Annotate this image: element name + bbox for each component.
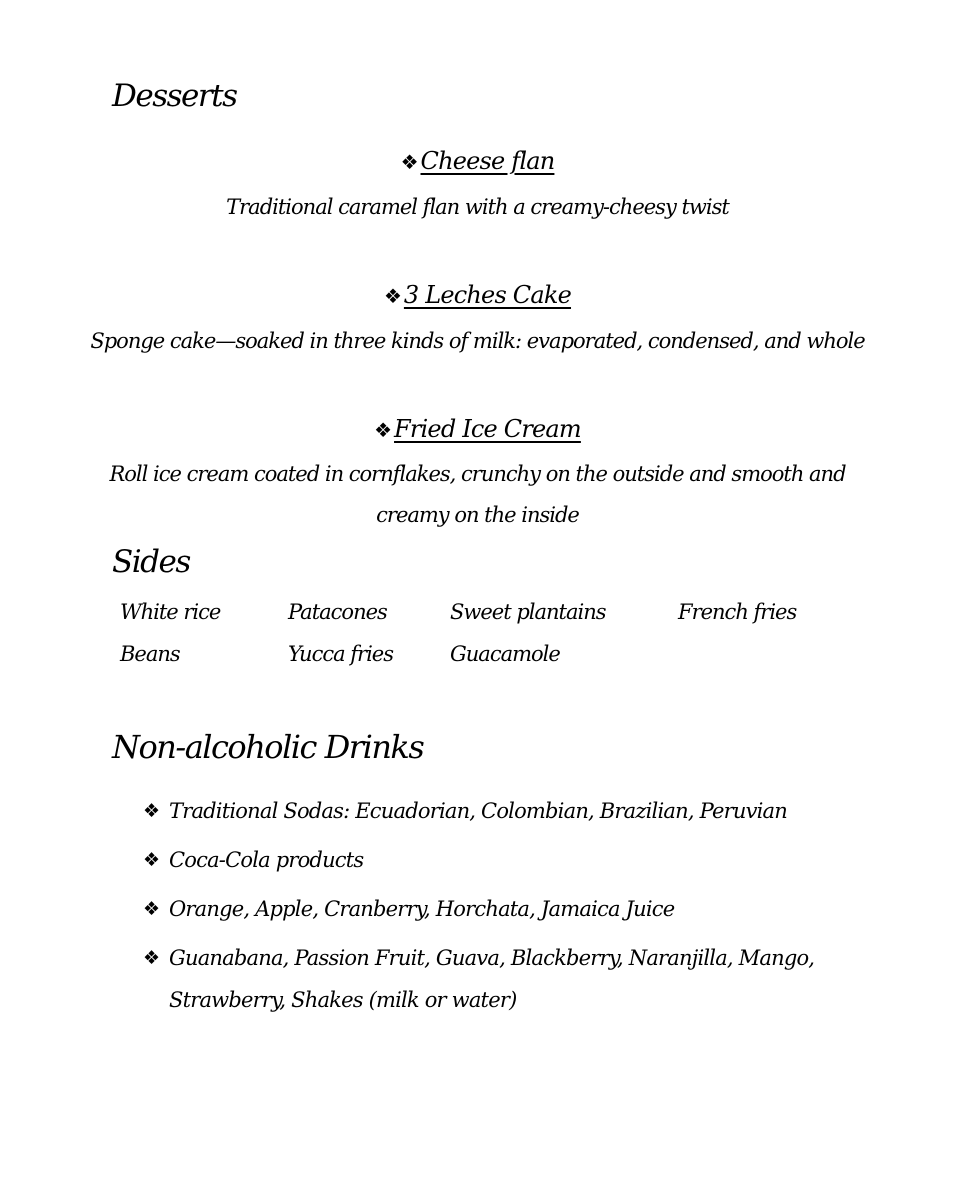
- dessert-description: Sponge cake—soaked in three kinds of milk: evaporated, condensed, and whole: [90, 329, 865, 353]
- side-item: Sweet plantains: [450, 600, 606, 624]
- drink-text: Traditional Sodas: Ecuadorian, Colombian, Brazilian, Peruvian: [169, 799, 787, 823]
- diamond-bullet-icon: ❖: [143, 898, 160, 920]
- drink-item: [143, 839, 843, 881]
- drink-text: Orange, Apple, Cranberry, Horchata, Jamaica Juice: [169, 897, 675, 921]
- diamond-bullet-icon: ❖: [143, 849, 160, 871]
- dessert-name: Cheese flan: [420, 147, 555, 175]
- dessert-item-3-leches-cake: [0, 279, 955, 362]
- drink-item: [143, 888, 843, 930]
- dessert-title-line: [0, 145, 955, 178]
- diamond-bullet-icon: ❖: [143, 947, 160, 969]
- drink-text: Guanabana, Passion Fruit, Guava, Blackberry, Naranjilla, Mango, Strawberry, Shakes (milk or water): [169, 946, 815, 1012]
- drinks-heading: Non-alcoholic Drinks: [112, 728, 424, 766]
- drink-item: [143, 937, 843, 1021]
- sides-list: [120, 600, 840, 690]
- diamond-bullet-icon: ❖: [143, 800, 160, 822]
- drinks-list: [143, 790, 843, 1028]
- diamond-bullet-icon: ❖: [400, 150, 419, 174]
- side-item: Guacamole: [450, 642, 560, 666]
- dessert-description: Roll ice cream coated in cornflakes, crunchy on the outside and smooth and creamy on the inside: [109, 462, 846, 527]
- side-item: Yucca fries: [288, 642, 394, 666]
- side-item: Patacones: [288, 600, 387, 624]
- side-item: White rice: [120, 600, 221, 624]
- dessert-title-line: [0, 413, 955, 446]
- dessert-description: Traditional caramel flan with a creamy-cheesy twist: [226, 195, 729, 219]
- drink-text: Coca-Cola products: [169, 848, 364, 872]
- diamond-bullet-icon: ❖: [383, 284, 402, 308]
- dessert-item-fried-ice-cream: [0, 413, 955, 536]
- side-item: French fries: [678, 600, 797, 624]
- sides-heading: Sides: [112, 544, 190, 580]
- dessert-item-cheese-flan: [0, 145, 955, 228]
- side-item: Beans: [120, 642, 180, 666]
- desserts-heading: Desserts: [112, 78, 237, 114]
- dessert-name: 3 Leches Cake: [403, 281, 572, 309]
- dessert-name: Fried Ice Cream: [394, 415, 581, 443]
- dessert-title-line: [0, 279, 955, 312]
- drink-item: [143, 790, 843, 832]
- diamond-bullet-icon: ❖: [374, 418, 393, 442]
